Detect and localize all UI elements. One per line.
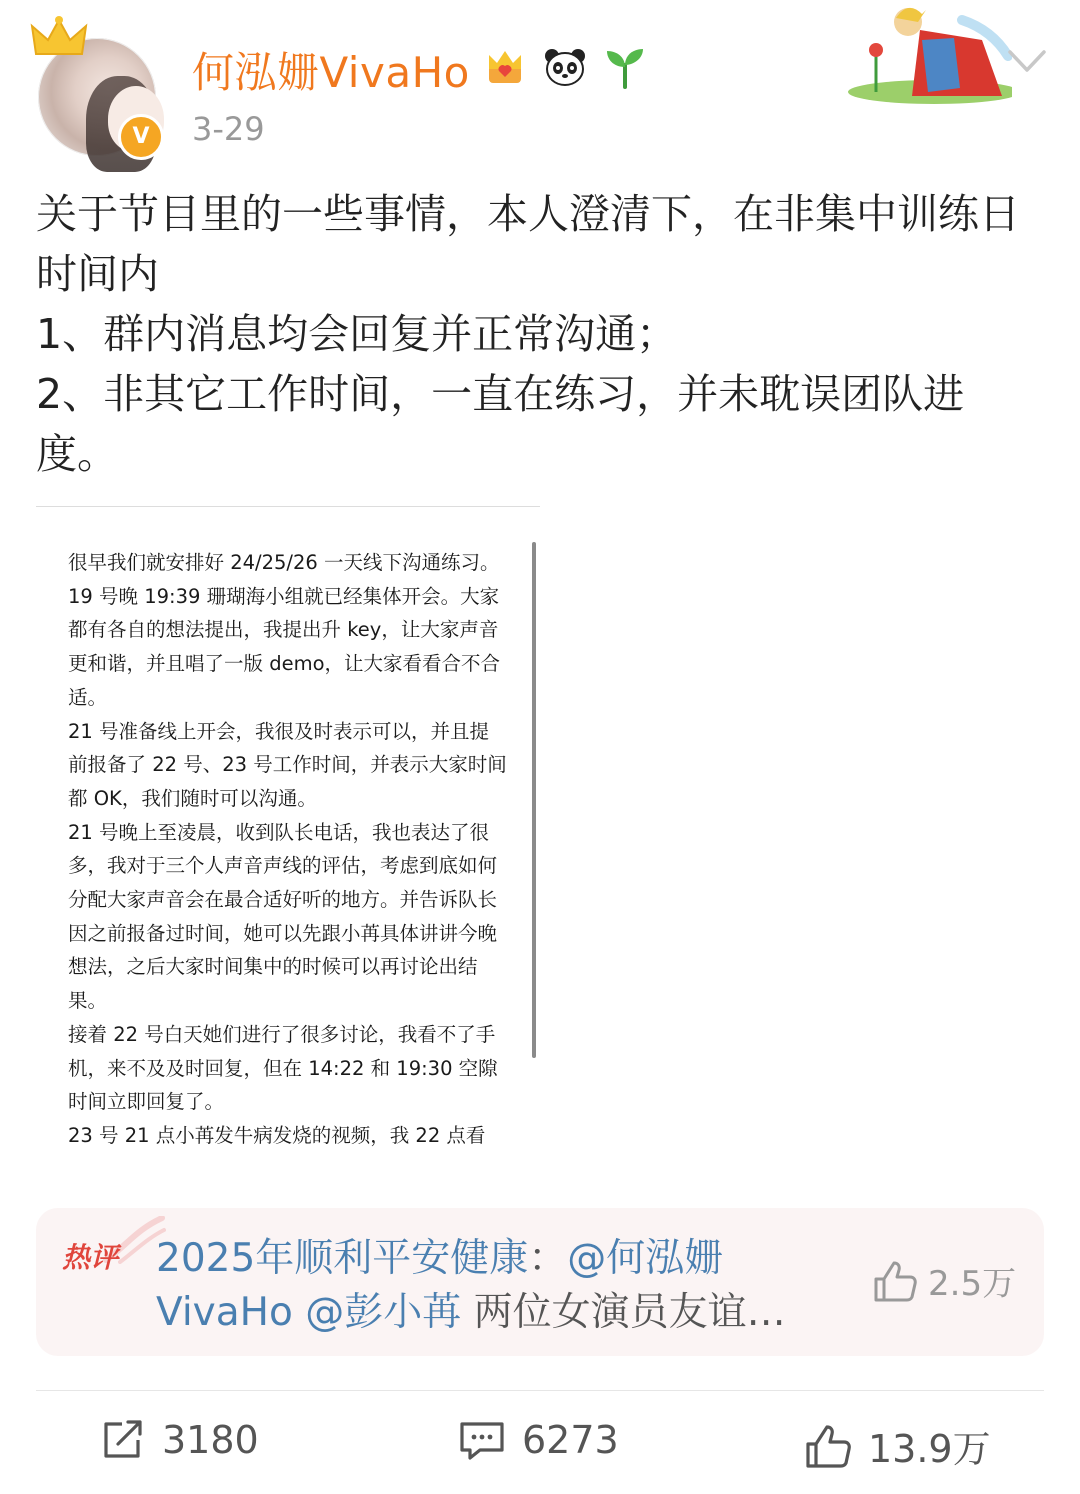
little-prince-decoration-icon (842, 0, 1012, 104)
crown-badge-icon[interactable] (482, 44, 528, 90)
divider (36, 506, 540, 507)
post-text (36, 184, 1046, 484)
crown-icon (30, 16, 88, 62)
actions-divider (36, 1390, 1044, 1391)
post-image[interactable] (36, 530, 540, 1178)
hot-comment-author[interactable]: 2025年顺利平安健康 (156, 1236, 529, 1281)
comment-icon (458, 1418, 506, 1462)
post-line: 1、群内消息均会回复并正常沟通； (36, 310, 678, 358)
like-count: 13.9万 (868, 1427, 991, 1471)
image-paragraph: 21 号晚上至凌晨，收到队长电话，我也表达了很多，我对于三个人声音声线的评估，考虑到底如何分配大家声音会在最合适好听的地方。并告诉队长因之前报备过时间，她可以先跟小苒具体讲讲今晚想法，之后大家时间集中的时候可以再讨论出结果。 (68, 820, 498, 1013)
sprout-icon[interactable] (602, 44, 648, 90)
action-bar (0, 1418, 1080, 1478)
mention-link[interactable]: @何泓姗VivaHo (156, 1236, 724, 1335)
hot-comment-tag: 热评 (62, 1241, 119, 1274)
hot-comment-colon: ： (528, 1236, 568, 1281)
image-paragraph: 很早我们就安排好 24/25/26 一天线下沟通练习。 (68, 551, 500, 574)
repost-icon (100, 1418, 146, 1462)
comment-button[interactable] (458, 1418, 619, 1462)
image-paragraph: 21 号准备线上开会，我很及时表示可以，并且提前报备了 22 号、23 号工作时间，并表示大家时间都 OK，我们随时可以沟通。 (68, 719, 507, 810)
hot-comment-like-count: 2.5万 (928, 1264, 1017, 1304)
repost-count: 3180 (162, 1418, 259, 1462)
comment-count: 6273 (522, 1418, 619, 1462)
mention-link[interactable]: @彭小苒 (305, 1290, 462, 1335)
like-button[interactable] (804, 1418, 991, 1473)
hot-comment-like-button[interactable] (872, 1256, 1016, 1305)
image-paragraph: 接着 22 号白天她们进行了很多讨论，我看不了手机，来不及及时回复，但在 14:22 和 19:30 空隙时间立即回复了。 (68, 1022, 498, 1114)
image-fade (36, 1152, 540, 1178)
image-paragraph: 23 号 21 点小苒发牛病发烧的视频，我 22 点看 (68, 1123, 486, 1147)
hot-comment[interactable] (36, 1208, 1044, 1356)
post-line: 2、非其它工作时间，一直在练习，并未耽误团队进度。 (36, 370, 965, 478)
thumbs-up-icon (872, 1259, 918, 1303)
hot-comment-body: 两位女演员友谊… (461, 1290, 786, 1335)
post-date: 3-29 (192, 110, 265, 148)
verified-badge-icon: V (118, 114, 164, 160)
post-line: 关于节目里的一些事情，本人澄清下，在非集中训练日时间内 (36, 190, 1020, 298)
post-image-text (68, 546, 508, 1153)
thumbs-up-icon (804, 1423, 852, 1469)
panda-icon[interactable] (542, 44, 588, 90)
username[interactable]: 何泓姗VivaHo (192, 48, 470, 97)
chevron-down-icon[interactable] (1006, 46, 1048, 76)
user-badges (482, 44, 648, 90)
hot-comment-text (156, 1232, 806, 1340)
repost-button[interactable] (100, 1418, 259, 1462)
image-scrollbar (532, 542, 536, 1058)
image-paragraph: 19 号晚 19:39 珊瑚海小组就已经集体开会。大家都有各自的想法提出，我提出升 key，让大家声音更和谐，并且唱了一版 demo，让大家看看合不合适。 (68, 584, 500, 709)
